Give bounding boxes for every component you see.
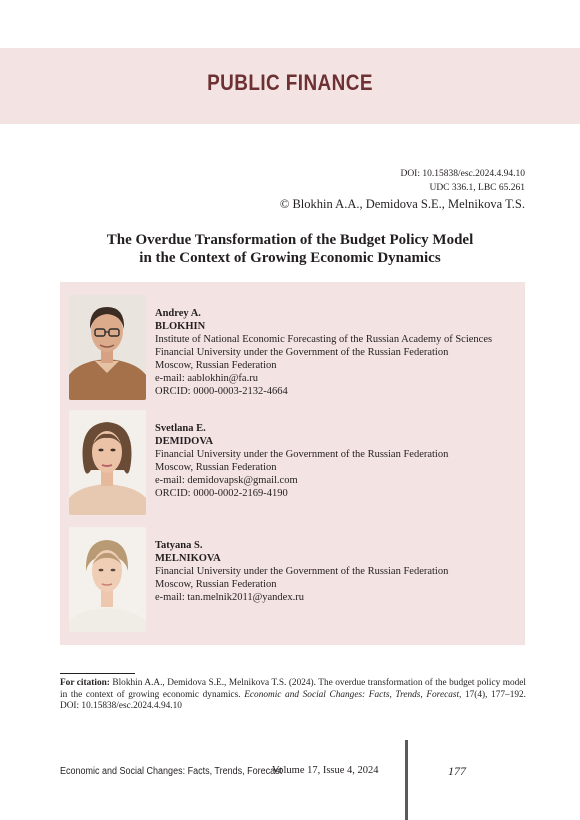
copyright: © Blokhin A.A., Demidova S.E., Melnikova T.S.: [279, 197, 525, 211]
footer-volume: Volume 17, Issue 4, 2024: [272, 765, 379, 776]
citation-text: Blokhin A.A., Demidova S.E., Melnikova T.S. (2024). The overdue transformation of the budget policy model in the context of growing economic dynamics.: [60, 678, 526, 700]
author-line: Institute of National Economic Forecasting of the Russian Academy of Sciences: [155, 334, 493, 345]
author-email: e-mail: tan.melnik2011@yandex.ru: [155, 592, 304, 603]
footer-journal: Economic and Social Changes: Facts, Trends, Forecast: [60, 766, 283, 777]
authors-box: [60, 282, 525, 645]
author-last-name: BLOKHIN: [155, 321, 206, 332]
author-last-name: MELNIKOVA: [155, 553, 221, 564]
doi: DOI: 10.15838/esc.2024.4.94.10: [400, 169, 525, 179]
footer-divider: [405, 740, 408, 820]
article-title: [0, 231, 580, 267]
author-first-name: Svetlana E.: [155, 423, 206, 434]
author-email: e-mail: aablokhin@fa.ru: [155, 373, 258, 384]
article-title-line-2: in the Context of Growing Economic Dynamics: [139, 250, 441, 266]
author-line: Moscow, Russian Federation: [155, 360, 277, 371]
citation-journal: Economic and Social Changes: Facts, Trends, Forecast: [244, 689, 460, 700]
author-photo: [69, 527, 146, 632]
citation-tail: , 17(4), 177–192. DOI: 10.15838/esc.2024.4.94.10: [60, 689, 526, 711]
author-info: [155, 539, 448, 604]
article-title-line-1: The Overdue Transformation of the Budget Policy Model: [106, 232, 474, 248]
author-photo: [69, 410, 146, 515]
author-orcid: ORCID: 0000-0002-2169-4190: [155, 488, 288, 499]
author-email: e-mail: demidovapsk@gmail.com: [155, 475, 298, 486]
udc: UDC 336.1, LBC 65.261: [429, 183, 525, 193]
author-info: [155, 307, 492, 398]
author-orcid: ORCID: 0000-0003-2132-4664: [155, 386, 288, 397]
citation-label: For citation:: [60, 678, 110, 688]
author-first-name: Andrey A.: [155, 308, 201, 319]
author-first-name: Tatyana S.: [155, 540, 203, 551]
author-info: [155, 422, 448, 500]
author-line: Moscow, Russian Federation: [155, 579, 277, 590]
author-line: Financial University under the Government of the Russian Federation: [155, 449, 449, 460]
author-line: Moscow, Russian Federation: [155, 462, 277, 473]
author-line: Financial University under the Government of the Russian Federation: [155, 347, 449, 358]
author-last-name: DEMIDOVA: [155, 436, 214, 447]
author-line: Financial University under the Government of the Russian Federation: [155, 566, 449, 577]
citation-footnote: [60, 678, 526, 713]
author-photo: [69, 295, 146, 400]
footnote-divider: [60, 673, 135, 674]
page-number: 177: [448, 764, 466, 778]
section-title: PUBLIC FINANCE: [207, 70, 373, 95]
